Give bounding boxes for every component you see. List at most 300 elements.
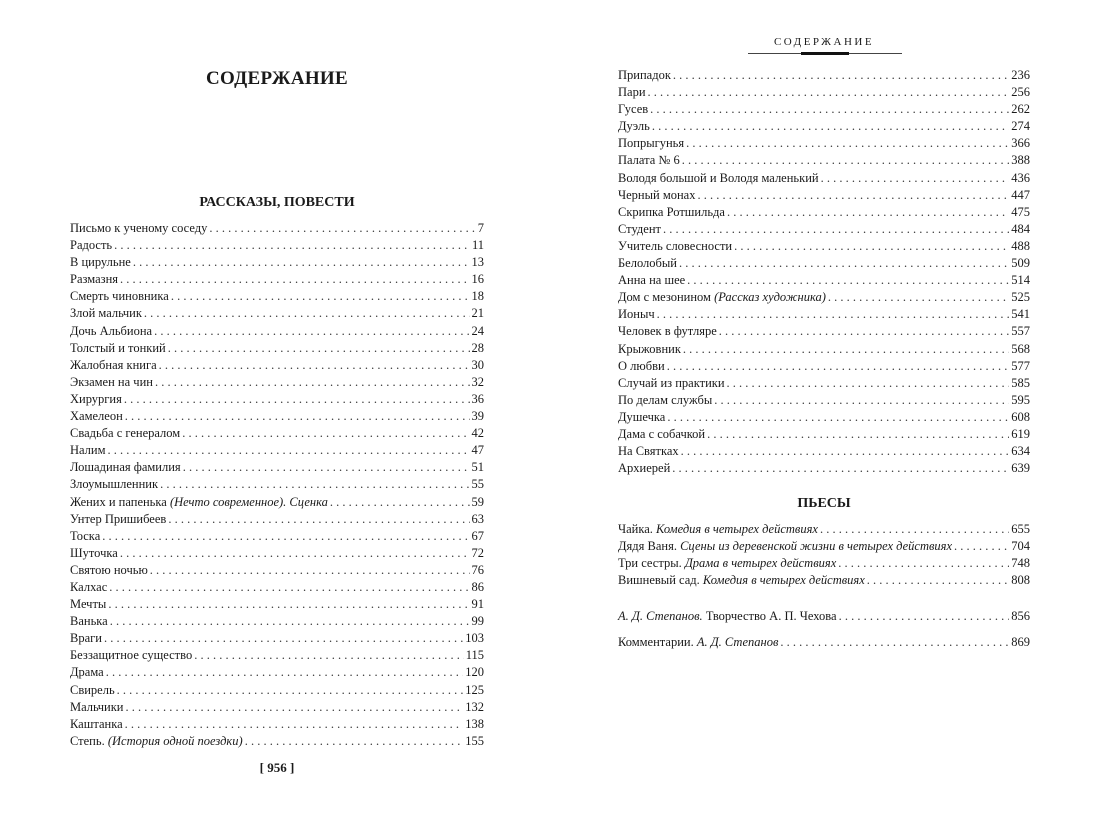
toc-entry[interactable] (618, 204, 1030, 221)
toc-entry-title-text: Скрипка Ротшильда (618, 204, 725, 219)
dot-leader (663, 221, 1009, 238)
dot-leader (686, 135, 1009, 152)
dot-leader (652, 118, 1009, 135)
toc-entry-title-text: Дом с мезонином (618, 290, 711, 305)
running-header: СОДЕРЖАНИЕ (773, 36, 875, 48)
toc-entry[interactable] (618, 67, 1030, 84)
toc-entry-title-text: Три сестры. (618, 556, 682, 571)
toc-entry-title-text: Попрыгунья (618, 136, 685, 151)
toc-entry-title-text: Комментарии. (618, 635, 694, 649)
toc-entry[interactable] (70, 357, 484, 374)
dot-leader (171, 288, 470, 305)
dot-leader (125, 716, 464, 733)
toc-entry-title-text: Степь. (70, 733, 105, 748)
toc-entry-title-text: Студент (618, 221, 661, 236)
toc-entry-page-number: 28 (471, 340, 484, 355)
dot-leader (697, 187, 1009, 204)
toc-entry-title-text: Враги (70, 631, 102, 646)
toc-entry[interactable] (70, 254, 484, 271)
toc-entry[interactable] (618, 84, 1030, 101)
toc-entry-title (618, 538, 952, 555)
toc-entry[interactable] (70, 271, 484, 288)
section-heading-plays: ПЬЕСЫ (797, 496, 851, 511)
toc-entry[interactable] (618, 238, 1030, 255)
toc-entry[interactable] (70, 511, 484, 528)
toc-entry-subtitle: (История одной поездки) (107, 733, 243, 748)
toc-entry[interactable] (618, 221, 1030, 238)
toc-entry[interactable] (618, 358, 1030, 375)
toc-entry-title-text: О любви (618, 358, 665, 373)
toc-entry-title-text: Палата № 6 (618, 153, 680, 168)
toc-entry-title (70, 630, 102, 647)
toc-entry-title (618, 187, 695, 204)
toc-entry-page-number: 869 (1011, 635, 1030, 649)
toc-entry-title-text: Экзамен на чин (70, 374, 153, 389)
dot-leader (168, 511, 469, 528)
toc-entry-title (70, 220, 207, 237)
toc-entry-page-number: 47 (471, 443, 484, 458)
toc-entry-title (70, 305, 142, 322)
toc-entry[interactable] (70, 664, 484, 681)
dot-leader (114, 237, 470, 254)
toc-entry-title-text: В цирульне (70, 255, 131, 270)
toc-entry-title-text: Чайка. (618, 522, 653, 536)
toc-entry-title (618, 67, 671, 84)
toc-entry-page-number: 557 (1011, 324, 1030, 339)
toc-entry-page-number: 704 (1011, 539, 1030, 554)
toc-entry-title (70, 237, 112, 254)
toc-entry-title (70, 340, 166, 357)
toc-entry-page-number: 13 (471, 255, 484, 270)
dot-leader (154, 323, 469, 340)
toc-entry-title (70, 664, 104, 681)
toc-entry[interactable] (618, 341, 1030, 358)
dot-leader (150, 562, 470, 579)
toc-entry-title (70, 442, 106, 459)
toc-entry[interactable] (618, 426, 1030, 443)
toc-entry-title (618, 272, 685, 289)
toc-entry[interactable] (618, 255, 1030, 272)
toc-entry-page-number: 748 (1011, 556, 1030, 571)
toc-entry-page-number: 32 (471, 374, 484, 389)
toc-entry-title-text: Тоска (70, 528, 101, 543)
dot-leader (682, 152, 1010, 169)
toc-entry[interactable] (70, 716, 484, 733)
dot-leader (667, 358, 1010, 375)
toc-entry-page-number: 132 (465, 699, 484, 714)
toc-entry-title (70, 254, 131, 271)
dot-leader (125, 408, 470, 425)
toc-entry-page-number: 63 (471, 511, 484, 526)
toc-entry-page-number: 484 (1011, 221, 1030, 236)
toc-entry-title (70, 357, 157, 374)
toc-entry-title-text: Радость (70, 238, 113, 253)
toc-entry-title-text: Мечты (70, 597, 107, 612)
toc-entry[interactable] (70, 340, 484, 357)
dot-leader (828, 289, 1009, 306)
dot-leader (159, 357, 470, 374)
toc-entry-page-number: 103 (465, 631, 484, 646)
toc-entry-title-text: Злой мальчик (70, 306, 142, 321)
toc-entry-title-text: Толстый и тонкий (70, 340, 166, 355)
toc-entry-title (618, 255, 677, 272)
toc-entry-title (70, 733, 243, 750)
toc-entry-page-number: 436 (1011, 170, 1030, 185)
toc-entry-title-text: Калхас (70, 579, 108, 594)
toc-entry-page-number: 16 (471, 272, 484, 287)
toc-entry-page-number: 11 (471, 238, 484, 253)
toc-entry-title-text: Свадьба с генералом (70, 426, 181, 441)
toc-entry[interactable] (70, 220, 484, 237)
right-page (550, 0, 1100, 825)
toc-entry-title (618, 443, 679, 460)
toc-entry-title (70, 545, 118, 562)
dot-leader (194, 647, 464, 664)
toc-entry-title-text: Хирургия (70, 391, 122, 406)
toc-entry[interactable] (70, 579, 484, 596)
toc-entry-title-text: Дочь Альбиона (70, 323, 153, 338)
toc-entry[interactable] (618, 629, 1030, 655)
toc-entry-title (70, 494, 328, 511)
toc-entry-title (618, 555, 836, 572)
toc-entry[interactable] (618, 101, 1030, 118)
dot-leader (160, 476, 469, 493)
toc-entry-title (70, 596, 106, 613)
toc-entry-title (70, 511, 166, 528)
dot-leader (245, 733, 464, 750)
toc-entry-page-number: 21 (471, 306, 484, 321)
toc-entry[interactable] (70, 288, 484, 305)
dot-leader (780, 629, 1009, 655)
toc-entry-title (618, 392, 712, 409)
toc-entry-title (70, 682, 115, 699)
toc-entry-page-number: 262 (1011, 102, 1030, 117)
toc-entry[interactable] (70, 545, 484, 562)
toc-entry-page-number: 125 (465, 682, 484, 697)
toc-entry-title-text: Володя большой и Володя маленький (618, 170, 819, 185)
dot-leader (838, 555, 1009, 572)
toc-entry-title (70, 374, 153, 391)
toc-entry[interactable] (618, 187, 1030, 204)
toc-entry-title-text: Случай из практики (618, 375, 725, 390)
toc-entry-page-number: 42 (471, 426, 484, 441)
dot-leader (867, 572, 1009, 589)
toc-entry-subtitle: Комедия в четырех действиях (656, 522, 818, 536)
toc-entry-title (618, 152, 680, 169)
toc-entry-title (618, 204, 725, 221)
toc-entry-title-text: Жалобная книга (70, 357, 157, 372)
toc-entry-page-number: 138 (465, 716, 484, 731)
toc-entry-title-text: На Святках (618, 444, 679, 459)
toc-entry-title-text: Припадок (618, 68, 671, 82)
toc-entry-title (70, 425, 180, 442)
toc-entry-title (618, 306, 655, 323)
dot-leader (954, 538, 1009, 555)
toc-entry-title-text: Человек в футляре (618, 324, 717, 339)
toc-list-stories (70, 220, 484, 750)
toc-entry-page-number: 51 (471, 460, 484, 475)
toc-entry-title-text: Ванька (70, 614, 108, 629)
toc-entry[interactable] (618, 170, 1030, 187)
toc-entry-page-number: 808 (1011, 573, 1030, 588)
dot-leader (839, 603, 1010, 629)
toc-entry[interactable] (70, 459, 484, 476)
dot-leader (117, 682, 464, 699)
toc-entry[interactable] (618, 555, 1030, 572)
dot-leader (650, 101, 1009, 118)
toc-entry-title-text: Черный монах (618, 187, 696, 202)
dot-leader (108, 442, 470, 459)
toc-entry-title (618, 409, 665, 426)
dot-leader (108, 596, 469, 613)
toc-entry[interactable] (618, 603, 1030, 629)
toc-entry-title-text: Злоумышленник (70, 477, 159, 492)
toc-entry-title-text: Размазня (70, 272, 119, 287)
toc-entry-title-text: По делам службы (618, 392, 713, 407)
header-rule-accent (801, 52, 849, 55)
toc-entry-title-text: Творчество А. П. Чехова (705, 609, 837, 623)
toc-entry-page-number: 608 (1011, 409, 1030, 424)
toc-entry-page-number: 639 (1011, 461, 1030, 476)
toc-entry[interactable] (618, 306, 1030, 323)
toc-entry-page-number: 541 (1011, 307, 1030, 322)
toc-entry[interactable] (618, 538, 1030, 555)
dot-leader (102, 528, 469, 545)
toc-entry-title-text: Вишневый сад. (618, 573, 700, 588)
dot-leader (209, 220, 475, 237)
toc-entry-title-text: Архиерей (618, 461, 671, 476)
dot-leader (667, 409, 1009, 426)
toc-entry-subtitle: (Нечто современное). Сценка (169, 494, 328, 509)
toc-list-appendix (618, 603, 1030, 655)
toc-entry-page-number: 236 (1011, 68, 1030, 82)
toc-entry[interactable] (70, 425, 484, 442)
toc-entry-title (70, 528, 100, 545)
dot-leader (687, 272, 1009, 289)
toc-entry-title (70, 271, 118, 288)
toc-entry-title (618, 118, 650, 135)
toc-entry-title (618, 572, 865, 589)
toc-entry-page-number: 120 (465, 665, 484, 680)
toc-entry[interactable] (70, 613, 484, 630)
dot-leader (820, 521, 1009, 538)
toc-entry-title-text: Смерть чиновника (70, 289, 169, 304)
toc-entry-subtitle: Драма в четырех действиях (684, 556, 837, 571)
toc-entry[interactable] (70, 323, 484, 340)
toc-entry-title (70, 613, 108, 630)
toc-entry[interactable] (618, 323, 1030, 340)
toc-entry-title-text: Гусев (618, 102, 649, 117)
toc-entry-page-number: 634 (1011, 444, 1030, 459)
toc-entry-title-text: Дама с собачкой (618, 426, 706, 441)
dot-leader (144, 305, 470, 322)
page-number: [ 956 ] (259, 760, 295, 775)
toc-entry-page-number: 18 (471, 289, 484, 304)
toc-entry-page-number: 525 (1011, 290, 1030, 305)
toc-entry[interactable] (70, 374, 484, 391)
toc-entry[interactable] (70, 699, 484, 716)
dot-leader (109, 579, 469, 596)
toc-entry-title-text: Лошадиная фамилия (70, 460, 181, 475)
toc-entry-title (618, 603, 837, 629)
toc-entry-page-number: 99 (471, 614, 484, 629)
toc-entry[interactable] (618, 375, 1030, 392)
toc-entry[interactable] (618, 572, 1030, 589)
toc-entry[interactable] (70, 647, 484, 664)
toc-entry-title-text: Пари (618, 85, 646, 100)
toc-entry-title (70, 579, 107, 596)
toc-entry-page-number: 577 (1011, 358, 1030, 373)
toc-entry-title (618, 289, 826, 306)
dot-leader (672, 460, 1009, 477)
toc-entry-author: А. Д. Степанов. (618, 609, 703, 623)
dot-leader (120, 271, 469, 288)
toc-entry-title-text: Свирель (70, 682, 115, 697)
toc-entry-page-number: 366 (1011, 136, 1030, 151)
toc-entry[interactable] (618, 118, 1030, 135)
dot-leader (133, 254, 470, 271)
toc-entry-page-number: 36 (471, 391, 484, 406)
dot-leader (120, 545, 470, 562)
toc-entry[interactable] (70, 733, 484, 750)
toc-entry-page-number: 447 (1011, 187, 1030, 202)
dot-leader (679, 255, 1009, 272)
toc-entry-title-text: Хамелеон (70, 409, 123, 424)
toc-entry-subtitle: (Рассказ художника) (714, 290, 826, 305)
toc-entry-title-text: Жених и папенька (70, 494, 167, 509)
toc-entry-page-number: 76 (471, 562, 484, 577)
toc-entry-title-text: Учитель словесности (618, 238, 733, 253)
toc-entry-page-number: 475 (1011, 204, 1030, 219)
toc-entry-title (618, 426, 705, 443)
toc-entry-page-number: 619 (1011, 426, 1030, 441)
toc-entry-title-text: Налим (70, 443, 106, 458)
dot-leader (330, 494, 470, 511)
toc-entry-page-number: 274 (1011, 119, 1030, 134)
toc-entry-page-number: 585 (1011, 375, 1030, 390)
toc-entry[interactable] (70, 391, 484, 408)
dot-leader (714, 392, 1009, 409)
toc-entry-title (618, 170, 819, 187)
toc-entry-page-number: 55 (471, 477, 484, 492)
toc-entry-title (70, 476, 158, 493)
dot-leader (734, 238, 1009, 255)
dot-leader (110, 613, 470, 630)
toc-entry-title (618, 375, 725, 392)
toc-entry-page-number: 39 (471, 409, 484, 424)
dot-leader (673, 67, 1009, 84)
toc-entry[interactable] (618, 135, 1030, 152)
dot-leader (719, 323, 1010, 340)
toc-entry-title (70, 716, 123, 733)
toc-entry-page-number: 7 (477, 221, 484, 235)
toc-entry-page-number: 514 (1011, 273, 1030, 288)
toc-entry-title-text: Письмо к ученому соседу (70, 221, 208, 235)
dot-leader (106, 664, 464, 681)
toc-entry-page-number: 488 (1011, 238, 1030, 253)
page-title: СОДЕРЖАНИЕ (206, 68, 348, 89)
toc-entry[interactable] (70, 494, 484, 511)
toc-entry-title (618, 135, 684, 152)
toc-entry-page-number: 24 (471, 323, 484, 338)
toc-entry-title-text: Беззащитное существо (70, 648, 193, 663)
dot-leader (821, 170, 1010, 187)
toc-entry[interactable] (618, 289, 1030, 306)
toc-entry-title-text: Дуэль (618, 119, 650, 134)
toc-entry[interactable] (618, 409, 1030, 426)
toc-entry-page-number: 86 (471, 579, 484, 594)
toc-entry-title (70, 647, 192, 664)
toc-entry-page-number: 155 (465, 733, 484, 748)
toc-entry-page-number: 59 (471, 494, 484, 509)
toc-entry-title (618, 629, 778, 655)
toc-entry[interactable] (70, 237, 484, 254)
toc-entry[interactable] (70, 305, 484, 322)
dot-leader (124, 391, 470, 408)
toc-entry-title (618, 521, 818, 538)
toc-entry[interactable] (70, 476, 484, 493)
toc-entry-page-number: 595 (1011, 392, 1030, 407)
toc-entry-title-text: Шуточка (70, 545, 118, 560)
toc-entry-page-number: 509 (1011, 256, 1030, 271)
toc-entry-title (618, 323, 717, 340)
toc-entry-title (618, 238, 732, 255)
toc-entry-title-text: Мальчики (70, 699, 124, 714)
toc-entry[interactable] (70, 562, 484, 579)
toc-entry-subtitle: Сцены из деревенской жизни в четырех действиях (680, 539, 953, 554)
toc-entry-page-number: 388 (1011, 153, 1030, 168)
dot-leader (168, 340, 470, 357)
toc-entry-subtitle: Комедия в четырех действиях (702, 573, 865, 588)
toc-entry-title (70, 288, 169, 305)
toc-entry[interactable] (70, 408, 484, 425)
toc-entry-title-text: Унтер Пришибеев (70, 511, 167, 526)
toc-entry[interactable] (618, 272, 1030, 289)
toc-entry-page-number: 256 (1011, 85, 1030, 100)
toc-entry-title (70, 699, 124, 716)
dot-leader (182, 425, 469, 442)
toc-entry-title (70, 408, 123, 425)
dot-leader (707, 426, 1009, 443)
toc-entry[interactable] (70, 630, 484, 647)
dot-leader (727, 375, 1010, 392)
toc-entry[interactable] (618, 443, 1030, 460)
toc-entry-page-number: 655 (1011, 522, 1030, 536)
toc-entry[interactable] (70, 596, 484, 613)
toc-entry-title-text: Дядя Ваня. (618, 539, 677, 554)
toc-entry[interactable] (618, 460, 1030, 477)
toc-entry[interactable] (618, 521, 1030, 538)
dot-leader (104, 630, 463, 647)
toc-entry-title (70, 323, 152, 340)
section-heading-stories: РАССКАЗЫ, ПОВЕСТИ (199, 195, 355, 210)
dot-leader (183, 459, 470, 476)
toc-entry-title-text: Каштанка (70, 716, 123, 731)
toc-entry-page-number: 72 (471, 545, 484, 560)
toc-entry[interactable] (618, 392, 1030, 409)
dot-leader (681, 443, 1010, 460)
toc-entry[interactable] (618, 152, 1030, 169)
toc-entry-title (618, 101, 648, 118)
toc-entry-title-text: Белолобый (618, 256, 677, 271)
dot-leader (683, 341, 1009, 358)
toc-entry-title (70, 562, 148, 579)
toc-entry[interactable] (70, 442, 484, 459)
toc-entry[interactable] (70, 528, 484, 545)
toc-entry-page-number: 30 (471, 357, 484, 372)
toc-entry[interactable] (70, 682, 484, 699)
dot-leader (126, 699, 464, 716)
